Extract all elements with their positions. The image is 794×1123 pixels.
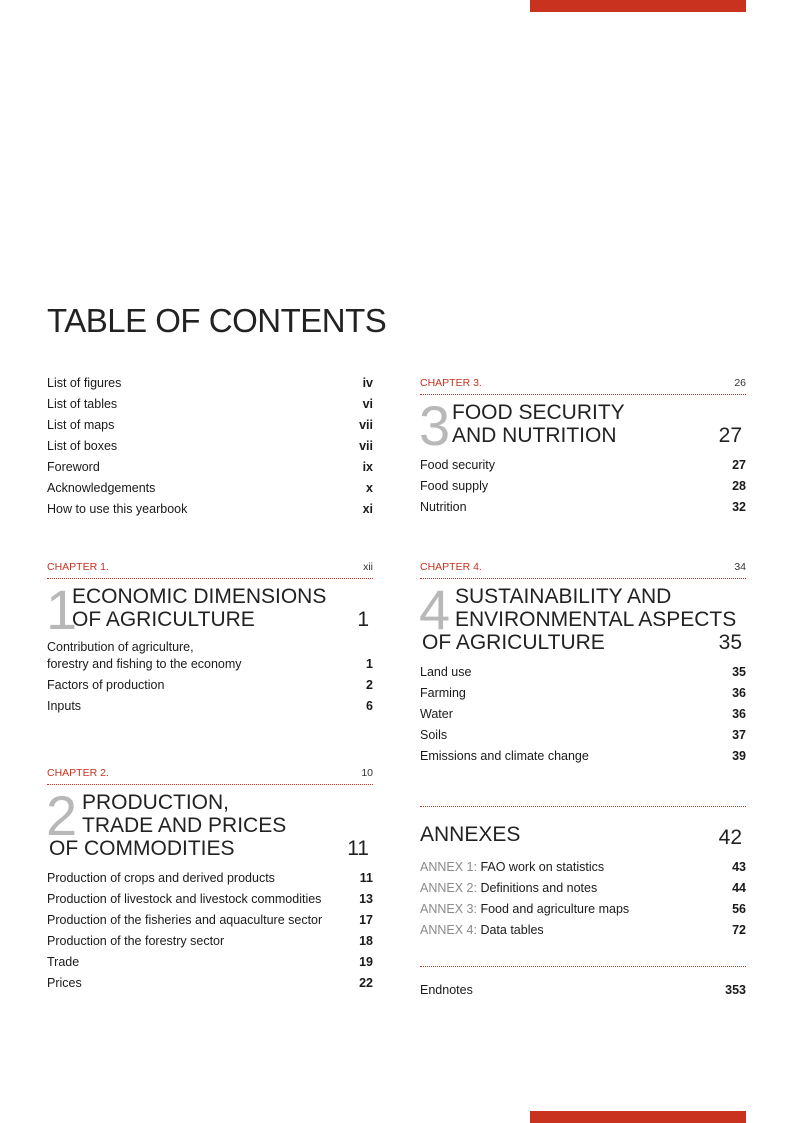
entry-page: 72 (732, 923, 746, 937)
chapter-heading-line: FOOD SECURITY (452, 401, 625, 424)
entry-label: List of maps (47, 418, 115, 432)
entry-page: 37 (732, 728, 746, 742)
chapter-label-page: xii (363, 561, 373, 573)
chapter-label-text: CHAPTER 2. (47, 767, 109, 779)
entry-page: vii (359, 418, 373, 432)
chapter-label[interactable] (47, 766, 373, 785)
toc-entry[interactable] (47, 478, 373, 499)
toc-entry[interactable] (420, 662, 746, 683)
chapter-label[interactable] (420, 560, 746, 579)
bottom-accent-bar (530, 1111, 746, 1123)
entry-label: List of boxes (47, 439, 118, 453)
chapter-heading[interactable] (46, 784, 373, 860)
entry-label: ANNEX 2: Definitions and notes (420, 881, 598, 895)
toc-entry[interactable] (47, 415, 373, 436)
entry-label: Nutrition (420, 500, 467, 514)
chapter-label-page: 34 (734, 561, 746, 573)
chapter-4-section (420, 560, 746, 767)
entry-page: 36 (732, 686, 746, 700)
chapter-label[interactable] (47, 560, 373, 579)
chapter-1-section (47, 560, 373, 717)
entry-page: 6 (366, 699, 373, 713)
entry-page: 43 (732, 860, 746, 874)
chapter-heading[interactable] (419, 394, 746, 457)
entry-page: iv (362, 376, 373, 390)
entry-page: 32 (732, 500, 746, 514)
entry-page: 22 (359, 976, 373, 990)
annexes-section (420, 806, 746, 941)
chapter-label-page: 10 (361, 767, 373, 779)
chapter-heading-line: TRADE AND PRICES (82, 814, 287, 837)
chapter-heading[interactable] (46, 578, 373, 641)
annexes-page: 42 (718, 826, 742, 849)
entry-label: Water (420, 707, 453, 721)
toc-entry[interactable] (47, 499, 373, 520)
entry-page: 39 (732, 749, 746, 763)
toc-entry[interactable] (420, 746, 746, 767)
entry-label: List of figures (47, 376, 122, 390)
entry-page: 13 (359, 892, 373, 906)
toc-entry[interactable] (47, 675, 373, 696)
chapter-heading[interactable] (419, 578, 746, 654)
entry-label: ANNEX 1: FAO work on statistics (420, 860, 605, 874)
toc-entry[interactable] (420, 725, 746, 746)
chapter-label[interactable] (420, 376, 746, 395)
toc-entry[interactable] (47, 394, 373, 415)
toc-entry[interactable] (47, 373, 373, 394)
entry-page: 35 (732, 665, 746, 679)
entry-page: 56 (732, 902, 746, 916)
toc-entry[interactable] (420, 497, 746, 518)
chapter-heading-page: 35 (718, 631, 742, 654)
entry-page: vii (359, 439, 373, 453)
entry-label: ANNEX 4: Data tables (420, 923, 544, 937)
chapter-label-page: 26 (734, 377, 746, 389)
annex-entry[interactable] (420, 857, 746, 878)
entry-page: xi (362, 502, 373, 516)
toc-entry[interactable] (47, 436, 373, 457)
toc-entry[interactable] (420, 476, 746, 497)
chapter-label-text: CHAPTER 3. (420, 377, 482, 389)
entry-page: 19 (359, 955, 373, 969)
chapter-heading-page: 11 (347, 837, 369, 860)
entry-label: Inputs (47, 699, 82, 713)
entry-page: 44 (732, 881, 746, 895)
entry-label: Production of the forestry sector (47, 934, 225, 948)
entry-label: ANNEX 3: Food and agriculture maps (420, 902, 630, 916)
entry-label: Factors of production (47, 678, 165, 692)
entry-page: 1 (366, 657, 373, 671)
page-title: TABLE OF CONTENTS (47, 302, 387, 339)
chapter-number: 3 (419, 394, 451, 457)
entry-page: 2 (366, 678, 373, 692)
entry-label: Food supply (420, 479, 489, 493)
chapter-label-text: CHAPTER 1. (47, 561, 109, 573)
chapter-heading-line: OF AGRICULTURE (422, 631, 605, 654)
toc-entry[interactable] (47, 910, 373, 931)
entry-label: Prices (47, 976, 82, 990)
chapter-heading-line: ECONOMIC DIMENSIONS (72, 585, 327, 608)
entry-label: Acknowledgements (47, 481, 156, 495)
entry-label: How to use this yearbook (47, 502, 188, 516)
annexes-title: ANNEXES (420, 823, 521, 846)
annex-entry[interactable] (420, 899, 746, 920)
top-accent-bar (530, 0, 746, 12)
chapter-number: 1 (46, 578, 78, 641)
chapter-heading-line: AND NUTRITION (452, 424, 617, 447)
chapter-label-text: CHAPTER 4. (420, 561, 482, 573)
chapter-number: 2 (46, 784, 78, 847)
chapter-heading-line: ENVIRONMENTAL ASPECTS (455, 608, 737, 631)
chapter-heading-line: OF COMMODITIES (49, 837, 235, 860)
annex-entry[interactable] (420, 878, 746, 899)
annex-entry[interactable] (420, 920, 746, 941)
toc-entry[interactable] (420, 683, 746, 704)
entry-label: Trade (47, 955, 80, 969)
toc-entry[interactable] (47, 889, 373, 910)
entry-page: 36 (732, 707, 746, 721)
entry-label: Land use (420, 665, 472, 679)
section-divider (420, 966, 746, 967)
toc-entry[interactable] (420, 455, 746, 476)
entry-label: Production of the fisheries and aquaculture sector (47, 913, 323, 927)
entry-label: Contribution of agriculture, forestry and fishing to the economy (47, 640, 242, 671)
entry-label: Endnotes (420, 983, 473, 997)
toc-entry[interactable] (47, 931, 373, 952)
entry-label: List of tables (47, 397, 118, 411)
entry-page: 18 (359, 934, 373, 948)
chapter-3-section (420, 376, 746, 518)
toc-entry[interactable] (47, 639, 373, 675)
chapter-2-section (47, 766, 373, 994)
chapter-heading-page: 27 (718, 424, 742, 447)
chapter-heading-line: PRODUCTION, (82, 791, 229, 814)
toc-entry[interactable] (47, 868, 373, 889)
chapter-heading-line: SUSTAINABILITY AND (455, 585, 672, 608)
chapter-heading-line: OF AGRICULTURE (72, 608, 255, 631)
toc-entry[interactable] (420, 704, 746, 725)
entry-page: 11 (359, 871, 373, 885)
entry-page: 17 (359, 913, 373, 927)
annexes-heading[interactable] (420, 823, 746, 849)
entry-label: Emissions and climate change (420, 749, 589, 763)
entry-page: 353 (725, 983, 746, 997)
toc-entry[interactable] (47, 973, 373, 994)
toc-entry[interactable] (47, 952, 373, 973)
entry-label: Farming (420, 686, 466, 700)
entry-label: Production of crops and derived products (47, 871, 275, 885)
entry-label: Production of livestock and livestock commodities (47, 892, 322, 906)
endnotes-entry[interactable] (420, 980, 746, 1001)
entry-page: 28 (732, 479, 746, 493)
entry-page: ix (362, 460, 373, 474)
entry-label: Food security (420, 458, 496, 472)
front-matter-list (47, 373, 373, 520)
entry-page: 27 (732, 458, 746, 472)
toc-entry[interactable] (47, 696, 373, 717)
chapter-number: 4 (419, 578, 451, 641)
entry-label: Soils (420, 728, 448, 742)
section-divider (420, 806, 746, 807)
endnotes-section (420, 966, 746, 1001)
toc-entry[interactable] (47, 457, 373, 478)
entry-label: Foreword (47, 460, 100, 474)
chapter-heading-page: 1 (357, 608, 369, 631)
entry-page: x (366, 481, 373, 495)
entry-page: vi (362, 397, 373, 411)
